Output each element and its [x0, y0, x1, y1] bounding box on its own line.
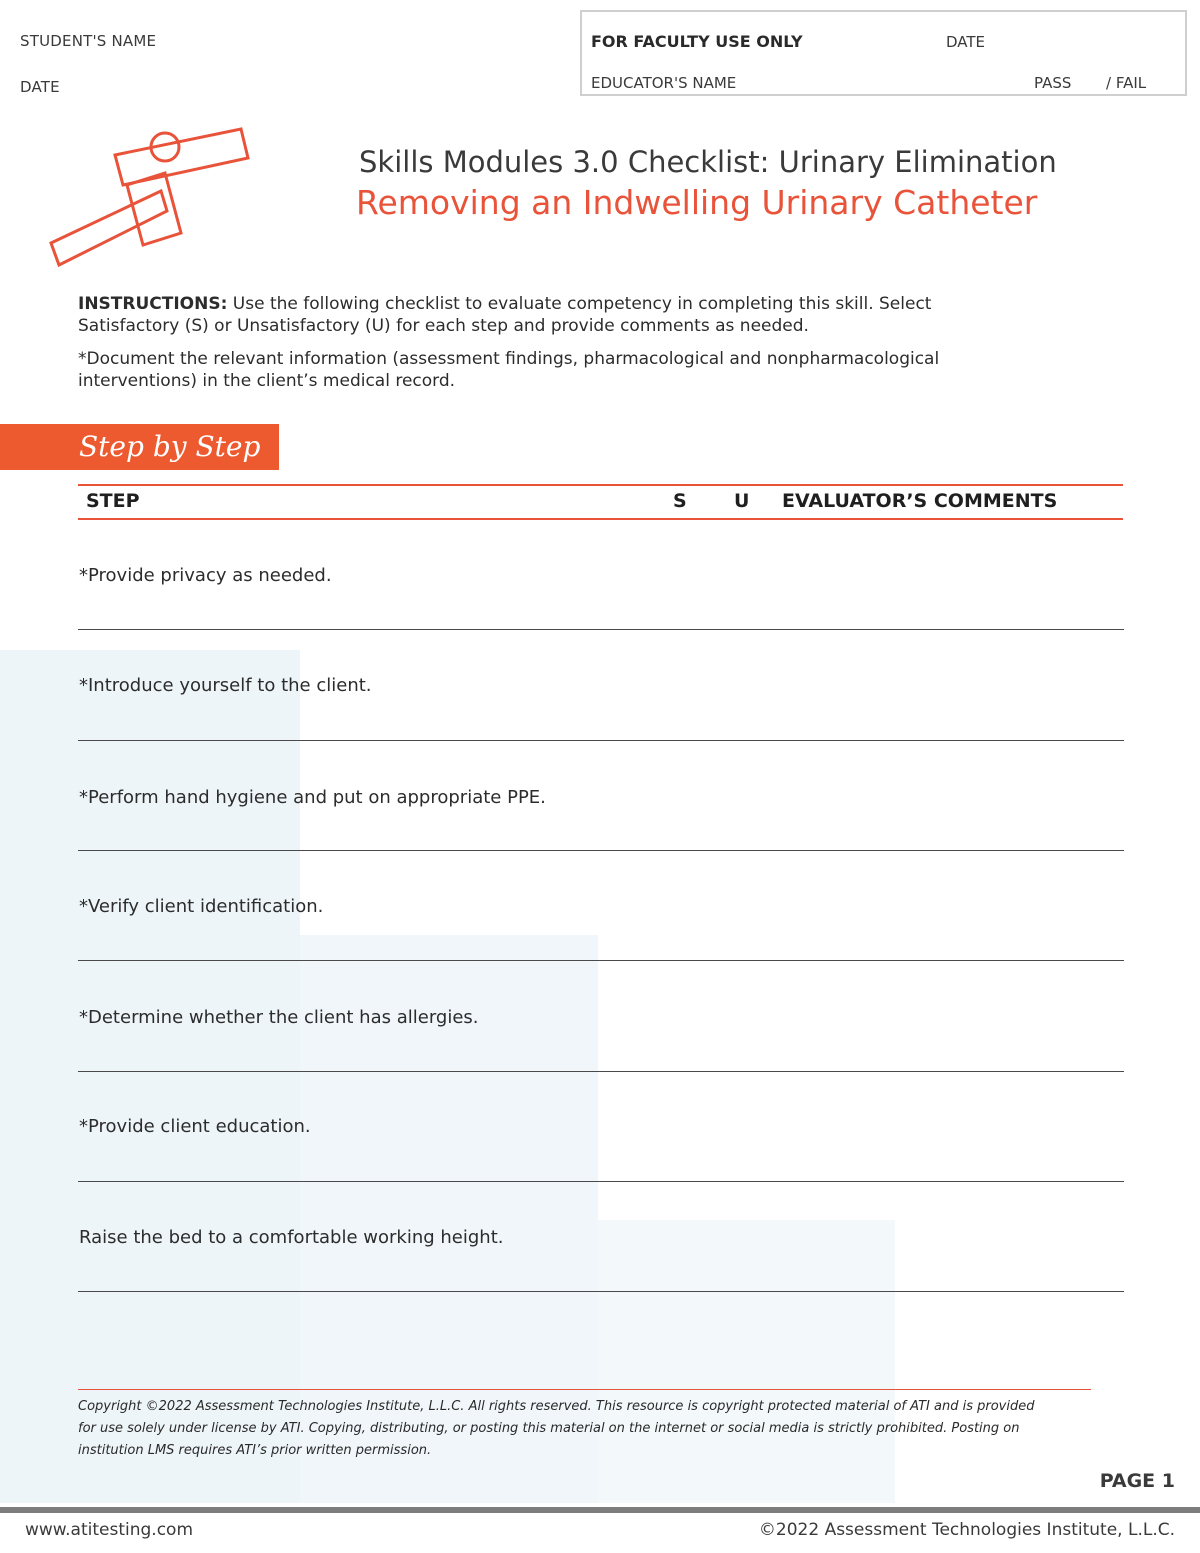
step-divider — [78, 740, 1124, 741]
column-header-step: STEP — [86, 490, 140, 512]
documentation-note — [78, 348, 1078, 392]
step-divider — [78, 629, 1124, 630]
step-text: *Determine whether the client has allergies. — [79, 1007, 479, 1028]
column-header-comments: EVALUATOR’S COMMENTS — [782, 490, 1058, 512]
step-text: *Introduce yourself to the client. — [79, 675, 372, 696]
instructions — [78, 293, 1078, 337]
educator-name-label: EDUCATOR'S NAME — [591, 74, 737, 92]
copyright-line3: institution LMS requires ATI’s prior written permission. — [78, 1443, 432, 1458]
step-text: *Provide privacy as needed. — [79, 565, 332, 586]
checklist-title: Skills Modules 3.0 Checklist: Urinary Elimination — [359, 145, 1057, 179]
faculty-use-box — [580, 10, 1187, 96]
background-panel — [0, 650, 300, 1503]
faculty-title: FOR FACULTY USE ONLY — [591, 32, 803, 51]
instructions-label: INSTRUCTIONS: — [78, 294, 228, 314]
step-text: *Verify client identification. — [79, 896, 324, 917]
step-text: *Perform hand hygiene and put on appropriate PPE. — [79, 787, 546, 808]
ati-figure-logo-icon — [45, 125, 255, 270]
copyright-line1: Copyright ©2022 Assessment Technologies Institute, L.L.C. All rights reserved. This resource is copyright protected material of ATI and is provided — [78, 1399, 1035, 1414]
faculty-date-label: DATE — [946, 33, 986, 51]
table-header-bottom-rule — [78, 518, 1123, 520]
student-date-label: DATE — [20, 78, 60, 96]
footer-copyright: ©2022 Assessment Technologies Institute, L.L.C. — [758, 1520, 1175, 1540]
table-header-top-rule — [78, 484, 1123, 486]
step-divider — [78, 1181, 1124, 1182]
instructions-line2: Satisfactory (S) or Unsatisfactory (U) for each step and provide comments as needed. — [78, 316, 809, 336]
step-divider — [78, 1071, 1124, 1072]
instructions-line1: Use the following checklist to evaluate competency in completing this skill. Select — [227, 294, 932, 314]
fail-label: / FAIL — [1106, 74, 1147, 92]
note-line2: interventions) in the client’s medical record. — [78, 371, 456, 391]
step-divider — [78, 960, 1124, 961]
footer-bar — [0, 1507, 1200, 1513]
copyright-line2: for use solely under license by ATI. Copying, distributing, or posting this material on the internet or social media is strictly prohibited. Posting on — [78, 1421, 1020, 1436]
step-text: *Provide client education. — [79, 1116, 311, 1137]
website-link[interactable]: www.atitesting.com — [25, 1520, 194, 1540]
pass-label: PASS — [1034, 74, 1072, 92]
column-header-u: U — [734, 490, 750, 512]
copyright-notice — [78, 1396, 1093, 1462]
step-divider — [78, 850, 1124, 851]
note-line1: *Document the relevant information (assessment findings, pharmacological and nonpharmacological — [78, 349, 940, 369]
page-number: PAGE 1 — [1099, 1470, 1175, 1492]
step-text: Raise the bed to a comfortable working height. — [79, 1227, 504, 1248]
copyright-rule — [78, 1389, 1091, 1390]
skill-title: Removing an Indwelling Urinary Catheter — [356, 183, 1038, 222]
step-divider — [78, 1291, 1124, 1292]
section-heading: Step by Step — [0, 424, 279, 470]
column-header-s: S — [673, 490, 687, 512]
student-name-label: STUDENT'S NAME — [20, 32, 157, 50]
